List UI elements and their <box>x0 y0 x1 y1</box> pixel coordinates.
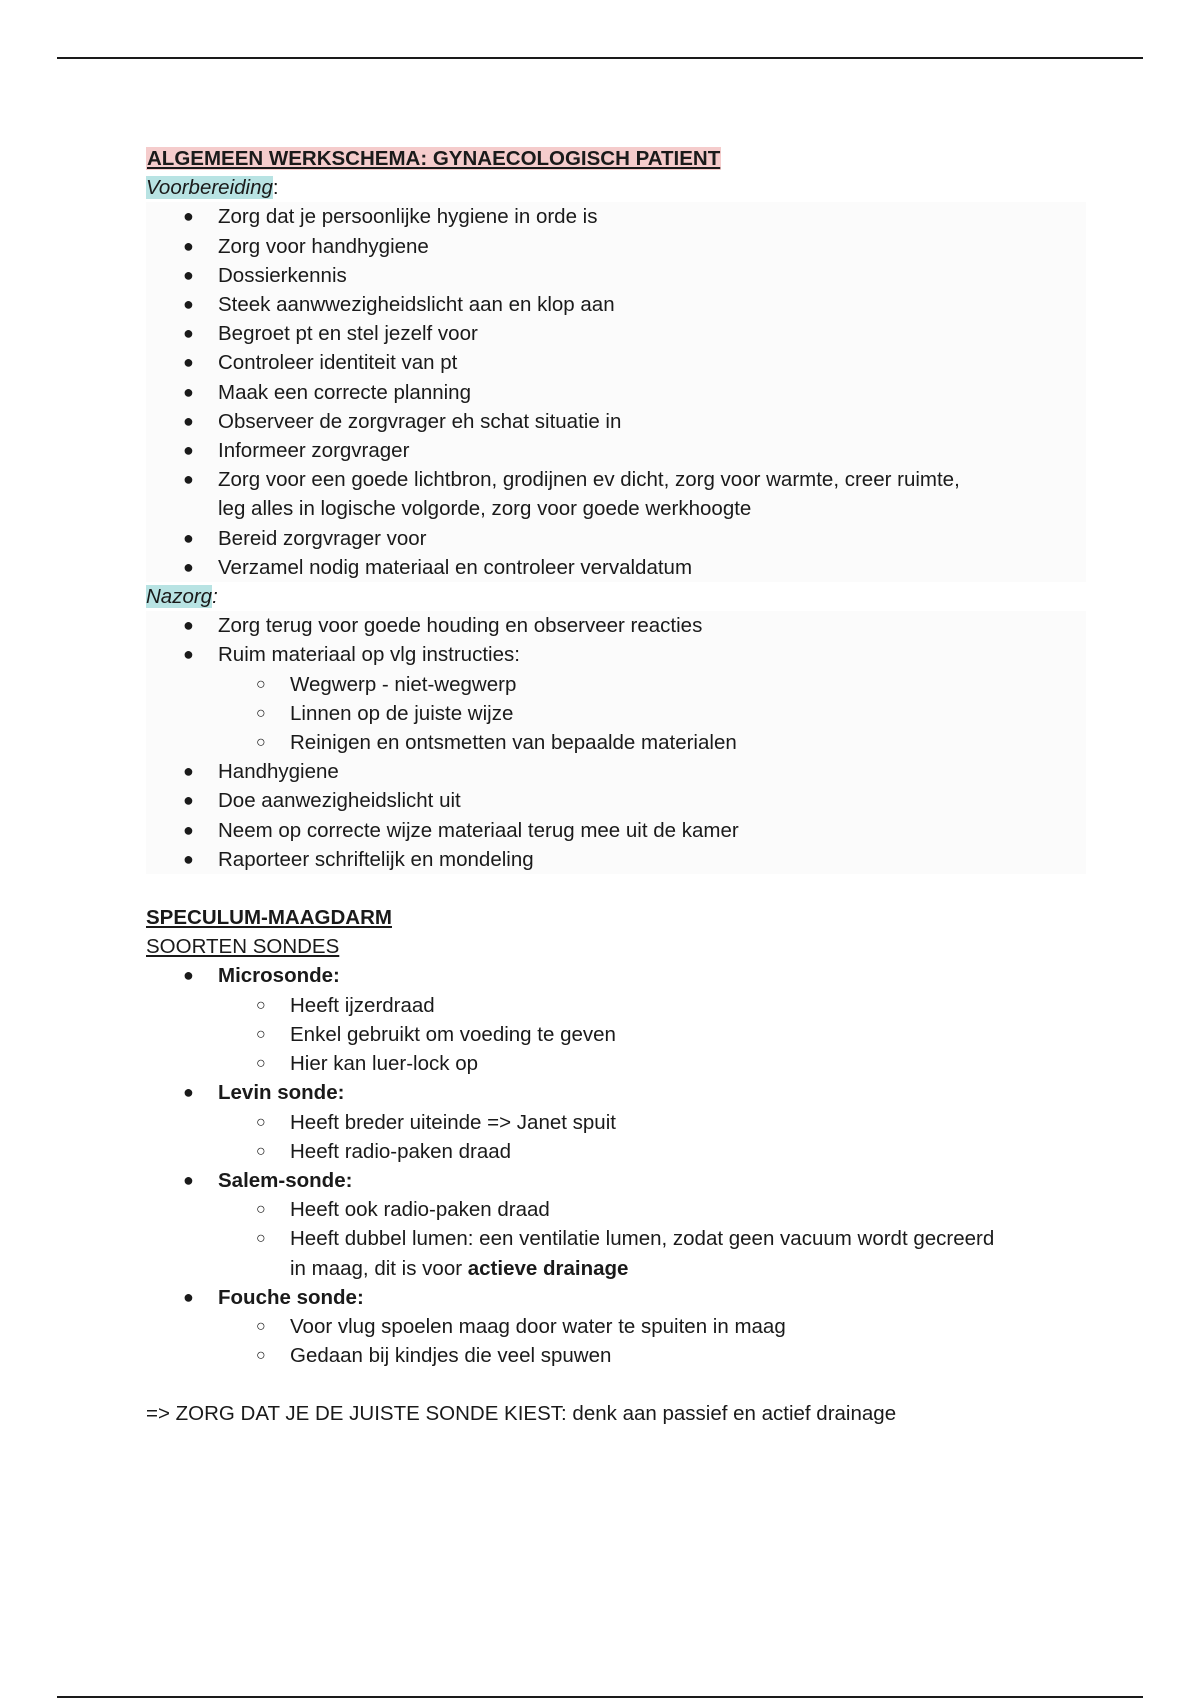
conclusion-text: => ZORG DAT JE DE JUISTE SONDE KIEST: denk aan passief en actief drainage <box>146 1402 897 1426</box>
bullet-icon: ● <box>183 410 194 431</box>
bullet-icon: ● <box>183 819 194 840</box>
bullet-icon: ● <box>183 469 194 490</box>
list-item: ● Ruim materiaal op vlg instructies: <box>146 640 1086 669</box>
sub-list-item: ○ Heeft ijzerdraad <box>146 991 1086 1020</box>
hollow-bullet-icon: ○ <box>256 1317 266 1335</box>
section-subtitle-sondes: SOORTEN SONDES <box>146 935 340 959</box>
sub-list-item: ○ Heeft ook radio-paken draad <box>146 1195 1086 1224</box>
sub-list-item: ○ Gedaan bij kindjes die veel spuwen <box>146 1341 1086 1370</box>
hollow-bullet-icon: ○ <box>256 1142 266 1160</box>
bullet-icon: ● <box>183 848 194 869</box>
bullet-icon: ● <box>183 235 194 256</box>
sub-list-item: ○ Hier kan luer-lock op <box>146 1049 1086 1078</box>
list-item: ● Zorg voor een goede lichtbron, grodijnen ev dicht, zorg voor warmte, creer ruimte, <box>146 465 1086 494</box>
bullet-icon: ● <box>183 761 194 782</box>
sub-list-item: ○ Heeft breder uiteinde => Janet spuit <box>146 1108 1086 1137</box>
bullet-icon: ● <box>183 294 194 315</box>
sub-list-item: ○ Heeft dubbel lumen: een ventilatie lumen, zodat geen vacuum wordt gecreerd <box>146 1224 1086 1253</box>
list-item: ● Handhygiene <box>146 757 1086 786</box>
bullet-icon: ● <box>183 440 194 461</box>
hollow-bullet-icon: ○ <box>256 675 266 693</box>
sonde-item: ● Fouche sonde: <box>146 1283 1086 1312</box>
voorbereiding-list <box>146 202 1086 582</box>
list-item: ● Zorg terug voor goede houding en observeer reacties <box>146 611 1086 640</box>
sub-list-item: ○ Heeft radio-paken draad <box>146 1137 1086 1166</box>
sub-list-item: ○ Wegwerp - niet-wegwerp <box>146 670 1086 699</box>
bottom-rule <box>57 1696 1143 1698</box>
bullet-icon: ● <box>183 790 194 811</box>
bullet-icon: ● <box>183 1286 194 1307</box>
nazorg-heading <box>146 582 1086 611</box>
spacer <box>146 874 1086 903</box>
hollow-bullet-icon: ○ <box>256 704 266 722</box>
section-title-row <box>146 144 1086 173</box>
nazorg-label: Nazorg <box>146 585 213 609</box>
list-item: ● Controleer identiteit van pt <box>146 348 1086 377</box>
list-item: ● Bereid zorgvrager voor <box>146 524 1086 553</box>
list-item: ● Informeer zorgvrager <box>146 436 1086 465</box>
bullet-icon: ● <box>183 615 194 636</box>
spacer <box>146 1370 1086 1399</box>
bullet-icon: ● <box>183 381 194 402</box>
list-item: ● Neem op correcte wijze materiaal terug mee uit de kamer <box>146 816 1086 845</box>
section-title-speculum: SPECULUM-MAAGDARM <box>146 906 392 930</box>
sub-list-item: ○ Enkel gebruikt om voeding te geven <box>146 1020 1086 1049</box>
colon: : <box>272 176 279 200</box>
bullet-icon: ● <box>183 264 194 285</box>
colon: : <box>212 585 218 609</box>
list-item: ● Observeer de zorgvrager eh schat situatie in <box>146 407 1086 436</box>
bullet-icon: ● <box>183 644 194 665</box>
sub-list-item-continuation: in maag, dit is voor actieve drainage <box>290 1256 629 1280</box>
hollow-bullet-icon: ○ <box>256 1055 266 1073</box>
bullet-icon: ● <box>183 1169 194 1190</box>
list-item: ● Zorg voor handhygiene <box>146 232 1086 261</box>
sub-list-item: ○ Reinigen en ontsmetten van bepaalde materialen <box>146 728 1086 757</box>
hollow-bullet-icon: ○ <box>256 996 266 1014</box>
list-item: ● Zorg dat je persoonlijke hygiene in orde is <box>146 202 1086 231</box>
list-item-continuation: leg alles in logische volgorde, zorg voor goede werkhoogte <box>218 497 752 521</box>
bullet-icon: ● <box>183 352 194 373</box>
section-title-werkschema: ALGEMEEN WERKSCHEMA: GYNAECOLOGISCH PATIENT <box>147 147 721 170</box>
bullet-icon: ● <box>183 206 194 227</box>
hollow-bullet-icon: ○ <box>256 1201 266 1219</box>
document-body <box>146 144 1086 1429</box>
sub-list-item: ○ Linnen op de juiste wijze <box>146 699 1086 728</box>
bullet-icon: ● <box>183 323 194 344</box>
list-item: ● Begroet pt en stel jezelf voor <box>146 319 1086 348</box>
list-item: ● Raporteer schriftelijk en mondeling <box>146 845 1086 874</box>
sub-list-item: ○ Voor vlug spoelen maag door water te spuiten in maag <box>146 1312 1086 1341</box>
bullet-icon: ● <box>183 527 194 548</box>
list-item: ● Verzamel nodig materiaal en controleer vervaldatum <box>146 553 1086 582</box>
sonde-item: ● Salem-sonde: <box>146 1166 1086 1195</box>
sondes-list <box>146 961 1086 1370</box>
list-item: ● Doe aanwezigheidslicht uit <box>146 786 1086 815</box>
sonde-item: ● Microsonde: <box>146 961 1086 990</box>
hollow-bullet-icon: ○ <box>256 1230 266 1248</box>
bullet-icon: ● <box>183 965 194 986</box>
list-item: ● Dossierkennis <box>146 261 1086 290</box>
bold-emphasis: actieve drainage <box>467 1256 629 1280</box>
nazorg-list <box>146 611 1086 874</box>
hollow-bullet-icon: ○ <box>256 1025 266 1043</box>
voorbereiding-heading <box>146 173 1086 202</box>
bullet-icon: ● <box>183 556 194 577</box>
hollow-bullet-icon: ○ <box>256 1113 266 1131</box>
voorbereiding-label: Voorbereiding <box>146 176 273 200</box>
top-rule <box>57 57 1143 59</box>
list-item: ● Maak een correcte planning <box>146 378 1086 407</box>
list-item: ● Steek aanwwezigheidslicht aan en klop aan <box>146 290 1086 319</box>
hollow-bullet-icon: ○ <box>256 734 266 752</box>
hollow-bullet-icon: ○ <box>256 1347 266 1365</box>
bullet-icon: ● <box>183 1082 194 1103</box>
sonde-item: ● Levin sonde: <box>146 1078 1086 1107</box>
